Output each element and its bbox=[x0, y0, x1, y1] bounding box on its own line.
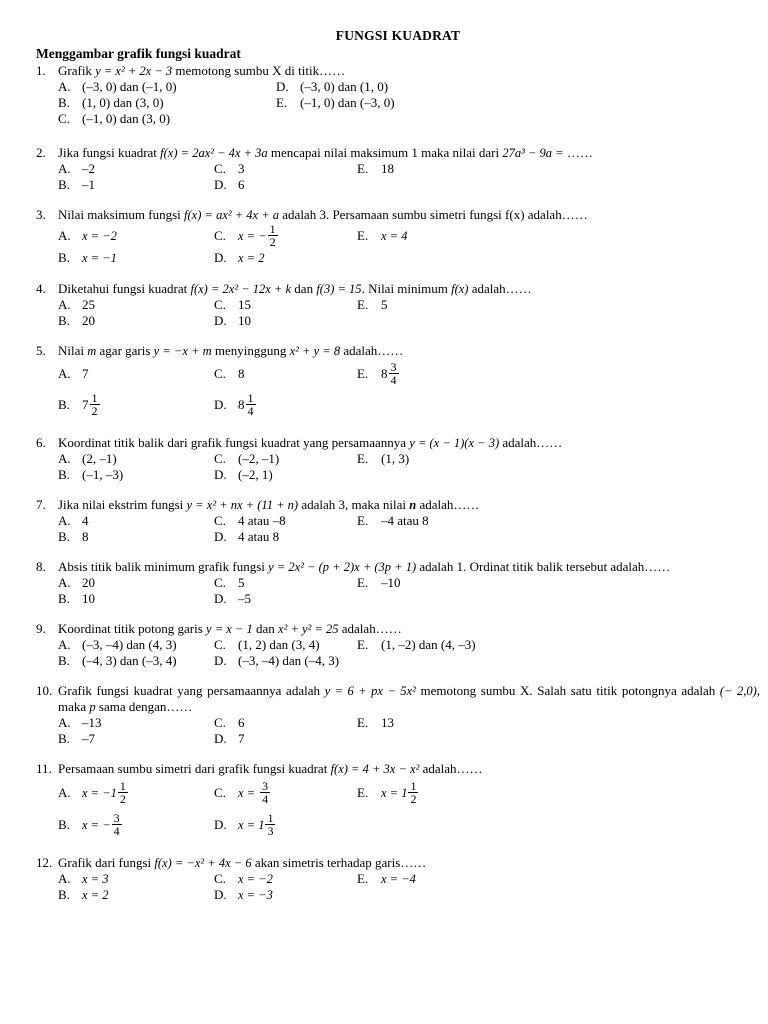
equation: f(3) = 15 bbox=[316, 282, 362, 296]
option-c[interactable]: C. 3 bbox=[214, 161, 245, 176]
option-d[interactable]: D. 7 bbox=[214, 731, 245, 746]
fraction: $\frac{1}{2}$ bbox=[410, 779, 417, 806]
answer-options bbox=[58, 79, 760, 127]
option-e[interactable]: E. (1, 3) bbox=[357, 451, 410, 466]
option-d[interactable]: D. (–3, –4) dan (–4, 3) bbox=[214, 653, 340, 668]
answer-options bbox=[58, 161, 760, 193]
equation: f(x) = 4 + 3x − x² bbox=[330, 762, 420, 776]
equation: y = x² + nx + (11 + n) bbox=[186, 498, 299, 512]
option-e[interactable]: E. 5 bbox=[357, 297, 388, 312]
option-d[interactable]: D. 8 $\frac{1}{4}$ bbox=[214, 391, 254, 418]
answer-options bbox=[58, 637, 760, 669]
option-b[interactable]: B. (–4, 3) dan (–3, 4) bbox=[58, 653, 177, 668]
option-a[interactable]: A. 25 bbox=[58, 297, 95, 312]
option-c[interactable]: C. 5 bbox=[214, 575, 245, 590]
question-3: 3. Nilai maksimum fungsi f(x) = ax² + 4x + a adalah 3. Persamaan sumbu simetri fungsi f(x) adalah…… A. x = −2 C. x = − $\frac{1}{2}$ E. x = 4 B. x = −1 D. x = 2 bbox=[36, 207, 760, 267]
option-b[interactable]: B. –1 bbox=[58, 177, 95, 192]
option-e[interactable]: E. x = 1 $\frac{1}{2}$ bbox=[357, 779, 417, 806]
option-d[interactable]: D. (–3, 0) dan (1, 0) bbox=[276, 79, 389, 94]
option-b[interactable]: B. –7 bbox=[58, 731, 95, 746]
question-number: 4. bbox=[36, 281, 46, 296]
question-8: 8. Absis titik balik minimum grafik fungsi y = 2x² − (p + 2)x + (3p + 1) adalah 1. Ordinat titik balik tersebut adalah…… A. 20 C. 5 E. –10 B. 10 D. –5 bbox=[36, 559, 760, 607]
option-e[interactable]: E. 18 bbox=[357, 161, 394, 176]
fraction: $\frac{3}{4}$ bbox=[390, 360, 397, 387]
option-a[interactable]: A. x = 3 bbox=[58, 871, 109, 886]
question-4: 4. Diketahui fungsi kuadrat f(x) = 2x² − 12x + k dan f(3) = 15. Nilai minimum f(x) adalah…… A. 25 C. 15 E. 5 B. 20 D. 10 bbox=[36, 281, 760, 329]
question-number: 3. bbox=[36, 207, 46, 222]
fraction: $\frac{1}{4}$ bbox=[247, 391, 254, 418]
option-d[interactable]: D. 6 bbox=[214, 177, 245, 192]
question-6: 6. Koordinat titik balik dari grafik fungsi kuadrat yang persamaannya y = (x − 1)(x − 3) adalah…… A. (2, –1) C. (–2, –1) E. (1, 3) B. (–1, –3) D. (–2, 1) bbox=[36, 435, 760, 483]
option-a[interactable]: A. 20 bbox=[58, 575, 95, 590]
answer-options bbox=[58, 297, 760, 329]
option-b[interactable]: B. 8 bbox=[58, 529, 89, 544]
question-number: 9. bbox=[36, 621, 46, 636]
option-c[interactable]: C. (–2, –1) bbox=[214, 451, 280, 466]
equation: y = 2x² − (p + 2)x + (3p + 1) bbox=[268, 560, 417, 574]
equation: f(x) = 2x² − 12x + k bbox=[190, 282, 292, 296]
option-c[interactable]: C. x = − $\frac{1}{2}$ bbox=[214, 222, 276, 249]
question-number: 10. bbox=[36, 683, 53, 698]
fraction: $\frac{1}{3}$ bbox=[267, 811, 274, 838]
option-e[interactable]: E. x = −4 bbox=[357, 871, 416, 886]
equation: x² + y = 8 bbox=[289, 344, 341, 358]
option-c[interactable]: C. (–1, 0) dan (3, 0) bbox=[58, 111, 171, 126]
equation: y = x − 1 bbox=[206, 622, 253, 636]
answer-options bbox=[58, 451, 760, 483]
question-number: 1. bbox=[36, 63, 46, 78]
equation: f(x) = ax² + 4x + a bbox=[184, 208, 280, 222]
answer-options bbox=[58, 359, 760, 421]
option-a[interactable]: A. (–3, –4) dan (4, 3) bbox=[58, 637, 177, 652]
option-c[interactable]: C. 6 bbox=[214, 715, 245, 730]
section-heading: Menggambar grafik fungsi kuadrat bbox=[36, 46, 241, 61]
option-a[interactable]: A. –13 bbox=[58, 715, 102, 730]
option-d[interactable]: D. –5 bbox=[214, 591, 251, 606]
question-7: 7. Jika nilai ekstrim fungsi y = x² + nx + (11 + n) adalah 3, maka nilai n adalah…… A. 4 C. 4 atau –8 E. –4 atau 8 B. 8 D. 4 atau 8 bbox=[36, 497, 760, 545]
option-c[interactable]: C. 15 bbox=[214, 297, 251, 312]
option-d[interactable]: D. 10 bbox=[214, 313, 251, 328]
option-e[interactable]: E. x = 4 bbox=[357, 228, 408, 243]
question-number: 7. bbox=[36, 497, 46, 512]
question-9: 9. Koordinat titik potong garis y = x − 1 dan x² + y² = 25 adalah…… A. (–3, –4) dan (4, 3) C. (1, 2) dan (3, 4) E. (1, –2) dan (4, –3) B. (–4, 3) dan (–3, 4) D. (–3, –4) dan (–4, 3) bbox=[36, 621, 760, 669]
option-e[interactable]: E. (–1, 0) dan (–3, 0) bbox=[276, 95, 395, 110]
question-2: 2. Jika fungsi kuadrat f(x) = 2ax² − 4x + 3a mencapai nilai maksimum 1 maka nilai dari 27a³ − 9a = …… A. –2 C. 3 E. 18 B. –1 D. 6 bbox=[36, 145, 760, 193]
equation: f(x) = −x² + 4x − 6 bbox=[154, 856, 252, 870]
question-number: 12. bbox=[36, 855, 53, 870]
option-b[interactable]: B. 7 $\frac{1}{2}$ bbox=[58, 391, 98, 418]
option-b[interactable]: B. 10 bbox=[58, 591, 95, 606]
fraction: $\frac{1}{2}$ bbox=[119, 779, 126, 806]
fraction: $\frac{3}{4}$ bbox=[113, 811, 120, 838]
answer-options bbox=[58, 513, 760, 545]
question-number: 8. bbox=[36, 559, 46, 574]
question-11: 11. Persamaan sumbu simetri dari grafik fungsi kuadrat f(x) = 4 + 3x − x² adalah…… A. x = −1 $\frac{1}{2}$ C. x = $\frac{3}{4}$ E. x = 1 $\frac{1}{2}$ B. x = − $\frac{3}{4}$ D. x = 1 $\frac{1}{3}$ bbox=[36, 761, 760, 841]
option-c[interactable]: C. x = −2 bbox=[214, 871, 273, 886]
option-a[interactable]: A. –2 bbox=[58, 161, 95, 176]
answer-options bbox=[58, 777, 760, 841]
question-5: 5. Nilai m agar garis y = −x + m menyinggung x² + y = 8 adalah…… A. 7 C. 8 E. 8 $\frac{3}{4}$ B. 7 $\frac{1}{2}$ D. 8 $\frac{1}{4}$ bbox=[36, 343, 760, 421]
answer-options bbox=[58, 871, 760, 903]
option-a[interactable]: A. (2, –1) bbox=[58, 451, 117, 466]
option-a[interactable]: A. (–3, 0) dan (–1, 0) bbox=[58, 79, 177, 94]
equation: f(x) bbox=[451, 282, 469, 296]
option-e[interactable]: E. 8 $\frac{3}{4}$ bbox=[357, 360, 397, 387]
option-e[interactable]: E. –10 bbox=[357, 575, 401, 590]
question-number: 11. bbox=[36, 761, 52, 776]
option-d[interactable]: D. 4 atau 8 bbox=[214, 529, 280, 544]
option-a[interactable]: A. 7 bbox=[58, 366, 89, 381]
option-c[interactable]: C. 4 atau –8 bbox=[214, 513, 286, 528]
option-e[interactable]: E. 13 bbox=[357, 715, 394, 730]
question-10: 10. Grafik fungsi kuadrat yang persamaannya adalah y = 6 + px − 5x² memotong sumbu X. Salah satu titik potongnya adalah (− 2,0), maka p sama dengan…… A. –13 C. 6 E. 13 B. –7 D. 7 bbox=[36, 683, 761, 746]
option-a[interactable]: A. 4 bbox=[58, 513, 89, 528]
fraction: $\frac{1}{2}$ bbox=[91, 391, 98, 418]
question-number: 2. bbox=[36, 145, 46, 160]
equation: f(x) = 2ax² − 4x + 3a bbox=[160, 146, 268, 160]
equation: y = 6 + px − 5x² bbox=[324, 684, 416, 698]
option-e[interactable]: E. –4 atau 8 bbox=[357, 513, 429, 528]
question-number: 6. bbox=[36, 435, 46, 450]
option-e[interactable]: E. (1, –2) dan (4, –3) bbox=[357, 637, 476, 652]
answer-options bbox=[58, 223, 760, 267]
option-d[interactable]: D. x = 2 bbox=[214, 250, 265, 265]
equation: x² + y² = 25 bbox=[278, 622, 339, 636]
option-c[interactable]: C. 8 bbox=[214, 366, 245, 381]
worksheet-page bbox=[36, 28, 760, 917]
equation: (− 2,0) bbox=[719, 684, 757, 698]
option-b[interactable]: B. (1, 0) dan (3, 0) bbox=[58, 95, 164, 110]
question-1: 1. Grafik y = x² + 2x − 3 memotong sumbu X di titik…… A. (–3, 0) dan (–1, 0) D. (–3, 0) dan (1, 0) B. (1, 0) dan (3, 0) E. (–1, 0) dan (–3, 0) C. (–1, 0) dan (3, 0) bbox=[36, 63, 760, 127]
equation: y = −x + m bbox=[153, 344, 212, 358]
option-b[interactable]: B. 20 bbox=[58, 313, 95, 328]
option-b[interactable]: B. x = − $\frac{3}{4}$ bbox=[58, 811, 120, 838]
equation: 27a³ − 9a = bbox=[502, 146, 564, 160]
option-b[interactable]: B. x = 2 bbox=[58, 887, 109, 902]
question-number: 5. bbox=[36, 343, 46, 358]
option-d[interactable]: D. x = −3 bbox=[214, 887, 273, 902]
option-a[interactable]: A. x = −2 bbox=[58, 228, 117, 243]
option-b[interactable]: B. (–1, –3) bbox=[58, 467, 124, 482]
fraction: $\frac{1}{2}$ bbox=[269, 222, 276, 249]
option-c[interactable]: C. (1, 2) dan (3, 4) bbox=[214, 637, 320, 652]
fraction: $\frac{3}{4}$ bbox=[262, 779, 269, 806]
answer-options bbox=[58, 575, 760, 607]
option-d[interactable]: D. (–2, 1) bbox=[214, 467, 273, 482]
answer-options bbox=[58, 715, 760, 747]
option-b[interactable]: B. x = −1 bbox=[58, 250, 117, 265]
equation: y = (x − 1)(x − 3) bbox=[409, 436, 500, 450]
option-a[interactable]: A. x = −1 $\frac{1}{2}$ bbox=[58, 779, 126, 806]
question-12: 12. Grafik dari fungsi f(x) = −x² + 4x − 6 akan simetris terhadap garis…… A. x = 3 C. x = −2 E. x = −4 B. x = 2 D. x = −3 bbox=[36, 855, 760, 903]
option-d[interactable]: D. x = 1 $\frac{1}{3}$ bbox=[214, 811, 274, 838]
page-title: FUNGSI KUADRAT bbox=[335, 28, 461, 43]
equation: y = x² + 2x − 3 bbox=[95, 64, 173, 78]
option-c[interactable]: C. x = $\frac{3}{4}$ bbox=[214, 779, 269, 806]
